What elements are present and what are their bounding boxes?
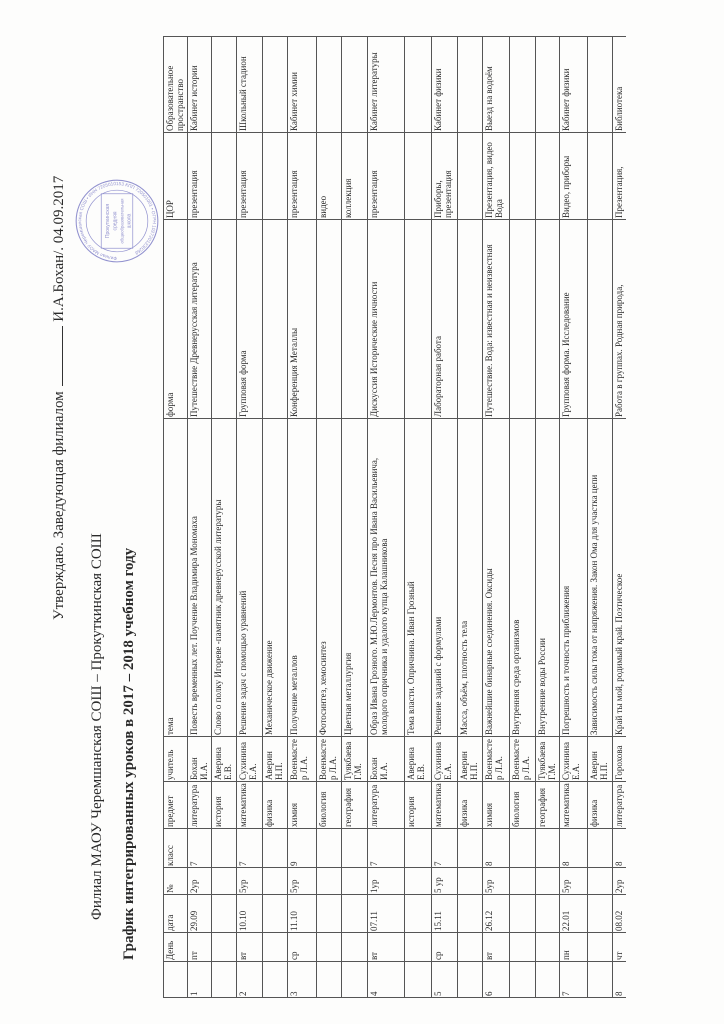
cell-topic: Слово о полку Игореве -памятник древнерусской литературы — [211, 419, 236, 737]
cell-subject: литература — [367, 782, 404, 829]
cell-teacher: Аверин Н.П. — [262, 737, 287, 782]
cell-topic: Повесть временных лет. Поучение Владимира Мономаха — [187, 419, 211, 737]
cell-digital-resource: Видео, приборы — [559, 133, 587, 220]
table-row — [457, 37, 482, 998]
cell-day — [341, 933, 367, 962]
cell-row-number: 4 — [367, 962, 404, 998]
cell-lesson-number — [211, 868, 236, 895]
cell-topic: Важнейшие бинарные соединения. Оксиды — [482, 419, 509, 737]
cell-date — [587, 895, 612, 933]
table-row — [535, 37, 559, 998]
cell-form — [404, 220, 431, 419]
school-stamp — [74, 178, 160, 264]
cell-row-number — [509, 962, 535, 998]
cell-class: 7 — [431, 829, 457, 868]
integrated-lessons-table — [163, 36, 626, 998]
cell-day — [457, 933, 482, 962]
approval-line — [50, 176, 68, 620]
cell-subject: физика — [262, 782, 287, 829]
stamp-ring-text: Филиал МАОУ Черемшанская СОШ • ИНН 7205010153 КПП 720501001 • ОГРН 1027201230268 — [77, 181, 157, 261]
cell-date: 15.11 — [431, 895, 457, 933]
cell-digital-resource — [211, 133, 236, 220]
cell-digital-resource: презентация — [187, 133, 211, 220]
cell-subject: физика — [587, 782, 612, 829]
cell-class — [509, 829, 535, 868]
cell-learning-space — [457, 37, 482, 133]
table-row — [587, 37, 612, 998]
cell-form: Путешествие. Вода: известная и неизвестная — [482, 220, 509, 419]
cell-form — [316, 220, 341, 419]
cell-class — [262, 829, 287, 868]
cell-class — [316, 829, 341, 868]
cell-learning-space — [587, 37, 612, 133]
cell-topic: Масса, объём, плотность тела — [457, 419, 482, 737]
cell-subject: математика — [559, 782, 587, 829]
cell-learning-space — [535, 37, 559, 133]
cell-learning-space: Кабинет химии — [287, 37, 316, 133]
cell-digital-resource — [262, 133, 287, 220]
cell-learning-space: Школьный стадион — [236, 37, 262, 133]
cell-day: чт — [612, 933, 626, 962]
cell-class — [211, 829, 236, 868]
cell-class — [587, 829, 612, 868]
cell-digital-resource — [404, 133, 431, 220]
cell-lesson-number: 5 ур — [431, 868, 457, 895]
cell-subject: химия — [287, 782, 316, 829]
cell-day: вт — [482, 933, 509, 962]
cell-learning-space — [211, 37, 236, 133]
cell-topic: Образ Ивана Грозного. М.Ю.Лермонтов. Песня про Ивана Васильевича, молодого опричника и удалого купца Калашникова — [367, 419, 404, 737]
cell-lesson-number — [316, 868, 341, 895]
cell-form: Групповая форма. Исследование — [559, 220, 587, 419]
cell-form: Работа в группах. Родная природа, — [612, 220, 626, 419]
table-row — [187, 37, 211, 998]
cell-date — [211, 895, 236, 933]
header-subject: предмет — [164, 782, 188, 829]
table-row — [211, 37, 236, 998]
cell-digital-resource — [535, 133, 559, 220]
cell-lesson-number: 5ур — [482, 868, 509, 895]
cell-learning-space — [262, 37, 287, 133]
cell-digital-resource: презентация — [236, 133, 262, 220]
cell-lesson-number: 5ур — [236, 868, 262, 895]
cell-class: 9 — [287, 829, 316, 868]
cell-day — [587, 933, 612, 962]
cell-form: Лабораторная работа — [431, 220, 457, 419]
cell-digital-resource: видео — [316, 133, 341, 220]
header-row-number — [164, 962, 188, 998]
cell-class — [457, 829, 482, 868]
cell-day: пт — [187, 933, 211, 962]
cell-row-number — [211, 962, 236, 998]
cell-date — [404, 895, 431, 933]
cell-date: 10.10 — [236, 895, 262, 933]
table-row — [341, 37, 367, 998]
cell-day — [211, 933, 236, 962]
cell-date — [316, 895, 341, 933]
cell-lesson-number — [262, 868, 287, 895]
cell-topic: Внутренние воды России — [535, 419, 559, 737]
cell-teacher: Военмастер Л.А. — [287, 737, 316, 782]
cell-row-number — [316, 962, 341, 998]
cell-teacher: Сухинина Е.А. — [236, 737, 262, 782]
cell-learning-space — [316, 37, 341, 133]
table-row — [559, 37, 587, 998]
cell-subject: литература — [187, 782, 211, 829]
cell-day — [262, 933, 287, 962]
cell-subject: химия — [482, 782, 509, 829]
cell-lesson-number — [457, 868, 482, 895]
cell-learning-space: Кабинет физики — [431, 37, 457, 133]
cell-subject: физика — [457, 782, 482, 829]
approval-signer: И.А.Бохан/. 04.09.2017 — [51, 175, 67, 322]
cell-subject: история — [404, 782, 431, 829]
cell-teacher: Военмастер Л.А. — [316, 737, 341, 782]
cell-teacher: Аверина Е.В. — [211, 737, 236, 782]
cell-topic: Зависимость силы тока от напряжения. Закон Ома для участка цепи — [587, 419, 612, 737]
cell-topic: Цветная металлургия — [341, 419, 367, 737]
cell-form: Групповая форма — [236, 220, 262, 419]
cell-subject: биология — [316, 782, 341, 829]
cell-topic: Край ты мой, родимый край. Поэтическое — [612, 419, 626, 737]
header-teacher: учитель — [164, 737, 188, 782]
cell-form — [262, 220, 287, 419]
cell-day: вт — [236, 933, 262, 962]
cell-lesson-number: 5ур — [287, 868, 316, 895]
cell-topic: Решение заданий с формулами — [431, 419, 457, 737]
stamp-inner-line: Прокуткинская — [105, 203, 112, 239]
cell-teacher: Туякбаева Г.М. — [341, 737, 367, 782]
cell-lesson-number: 1ур — [367, 868, 404, 895]
table-row — [316, 37, 341, 998]
cell-digital-resource: коллекция — [341, 133, 367, 220]
cell-topic: Решение задач с помощью уравнений — [236, 419, 262, 737]
cell-form — [211, 220, 236, 419]
stamp-inner-line: средняя — [112, 211, 119, 231]
cell-digital-resource — [587, 133, 612, 220]
signature-line — [50, 327, 63, 387]
approval-text: Утверждаю. Заведующая филиалом — [51, 391, 67, 620]
cell-subject: география — [535, 782, 559, 829]
cell-teacher: Аверина Е.В. — [404, 737, 431, 782]
table-row — [431, 37, 457, 998]
cell-class: 7 — [236, 829, 262, 868]
cell-day — [316, 933, 341, 962]
cell-subject: математика — [236, 782, 262, 829]
cell-date — [457, 895, 482, 933]
cell-lesson-number — [404, 868, 431, 895]
cell-class: 8 — [559, 829, 587, 868]
header-class: класс — [164, 829, 188, 868]
cell-learning-space: Библиотека — [612, 37, 626, 133]
table-row — [262, 37, 287, 998]
cell-teacher: Сухинина Е.А. — [559, 737, 587, 782]
cell-row-number: 3 — [287, 962, 316, 998]
cell-date: 08.02 — [612, 895, 626, 933]
header-day: День — [164, 933, 188, 962]
cell-row-number: 6 — [482, 962, 509, 998]
cell-date: 07.11 — [367, 895, 404, 933]
header-digital-resource: ЦОР — [164, 133, 188, 220]
cell-class — [341, 829, 367, 868]
cell-day: вт — [367, 933, 404, 962]
cell-day: ср — [287, 933, 316, 962]
table-row — [367, 37, 404, 998]
cell-row-number — [262, 962, 287, 998]
cell-teacher: Горохова — [612, 737, 626, 782]
cell-teacher: Бохан И.А. — [187, 737, 211, 782]
cell-learning-space: Кабинет истории — [187, 37, 211, 133]
header-form: форма — [164, 220, 188, 419]
cell-subject: биология — [509, 782, 535, 829]
cell-form — [509, 220, 535, 419]
cell-digital-resource: презентация — [287, 133, 316, 220]
cell-row-number: 7 — [559, 962, 587, 998]
cell-row-number: 1 — [187, 962, 211, 998]
table-header-row — [164, 37, 188, 998]
cell-learning-space — [404, 37, 431, 133]
cell-class — [535, 829, 559, 868]
cell-subject: история — [211, 782, 236, 829]
cell-day — [404, 933, 431, 962]
cell-date: 29.09 — [187, 895, 211, 933]
cell-learning-space — [341, 37, 367, 133]
cell-row-number: 5 — [431, 962, 457, 998]
cell-digital-resource: Презентация, видео Вода — [482, 133, 509, 220]
cell-form — [587, 220, 612, 419]
cell-class — [404, 829, 431, 868]
cell-lesson-number — [535, 868, 559, 895]
table-row — [287, 37, 316, 998]
cell-teacher: Бохан И.А. — [367, 737, 404, 782]
table-row — [509, 37, 535, 998]
cell-day — [509, 933, 535, 962]
cell-date — [341, 895, 367, 933]
cell-digital-resource — [509, 133, 535, 220]
cell-class: 8 — [482, 829, 509, 868]
table-row — [404, 37, 431, 998]
cell-digital-resource: Приборы, презентация — [431, 133, 457, 220]
cell-teacher: Военмастер Л.А. — [482, 737, 509, 782]
cell-subject: география — [341, 782, 367, 829]
table-row — [482, 37, 509, 998]
cell-teacher: Аверин Н.П. — [587, 737, 612, 782]
cell-learning-space — [509, 37, 535, 133]
cell-form — [535, 220, 559, 419]
cell-day: ср — [431, 933, 457, 962]
cell-row-number — [457, 962, 482, 998]
cell-topic: Механическое движение — [262, 419, 287, 737]
cell-form: Дискуссия Исторические личности — [367, 220, 404, 419]
cell-digital-resource: презентация — [367, 133, 404, 220]
cell-row-number: 2 — [236, 962, 262, 998]
cell-row-number — [341, 962, 367, 998]
cell-lesson-number: 5ур — [559, 868, 587, 895]
header-lesson-number: № — [164, 868, 188, 895]
cell-lesson-number — [341, 868, 367, 895]
cell-date — [509, 895, 535, 933]
cell-subject: литература — [612, 782, 626, 829]
cell-form: Конференция Металлы — [287, 220, 316, 419]
cell-topic: Получение металлов — [287, 419, 316, 737]
cell-lesson-number — [509, 868, 535, 895]
stamp-inner-line: общеобразовательная — [119, 198, 125, 244]
cell-teacher: Военмастер Л.А. — [509, 737, 535, 782]
cell-date: 11.10 — [287, 895, 316, 933]
cell-row-number — [404, 962, 431, 998]
cell-form — [457, 220, 482, 419]
header-date: дата — [164, 895, 188, 933]
cell-learning-space: Кабинет литературы — [367, 37, 404, 133]
cell-lesson-number — [587, 868, 612, 895]
cell-class: 7 — [367, 829, 404, 868]
cell-lesson-number: 2ур — [612, 868, 626, 895]
cell-topic: Фотосинтез, хемосинтез — [316, 419, 341, 737]
cell-row-number — [535, 962, 559, 998]
header-topic: тема — [164, 419, 188, 737]
table-row — [236, 37, 262, 998]
cell-form: Путешествие Древнерусская литература — [187, 220, 211, 419]
cell-day: пн — [559, 933, 587, 962]
cell-digital-resource: Презентация, — [612, 133, 626, 220]
cell-row-number — [587, 962, 612, 998]
cell-date — [535, 895, 559, 933]
cell-class: 8 — [612, 829, 626, 868]
cell-topic: Тема власти. Опричнина. Иван Грозный — [404, 419, 431, 737]
cell-topic: Погрешность и точность приближения — [559, 419, 587, 737]
branch-name: Филиал МАОУ Черемшанская СОШ – Прокуткинская СОШ — [89, 533, 105, 920]
cell-class: 7 — [187, 829, 211, 868]
table-row — [612, 37, 626, 998]
cell-teacher: Аверин Н.П. — [457, 737, 482, 782]
cell-lesson-number: 2ур — [187, 868, 211, 895]
stamp-inner-line: школа — [126, 213, 133, 229]
header-learning-space: Образовательное пространство — [164, 37, 188, 133]
cell-teacher: Туякбаева Г.М. — [535, 737, 559, 782]
cell-learning-space: Выезд на водоём — [482, 37, 509, 133]
cell-teacher: Сухинина Е.А. — [431, 737, 457, 782]
cell-form — [341, 220, 367, 419]
cell-digital-resource — [457, 133, 482, 220]
cell-date: 26.12 — [482, 895, 509, 933]
document-title: График интегрированных уроков в 2017 – 2018 учебном году — [121, 547, 137, 960]
cell-subject: математика — [431, 782, 457, 829]
cell-day — [535, 933, 559, 962]
cell-topic: Внутренняя среда организмов — [509, 419, 535, 737]
cell-date — [262, 895, 287, 933]
cell-row-number: 8 — [612, 962, 626, 998]
cell-learning-space: Кабинет физики — [559, 37, 587, 133]
cell-date: 22.01 — [559, 895, 587, 933]
